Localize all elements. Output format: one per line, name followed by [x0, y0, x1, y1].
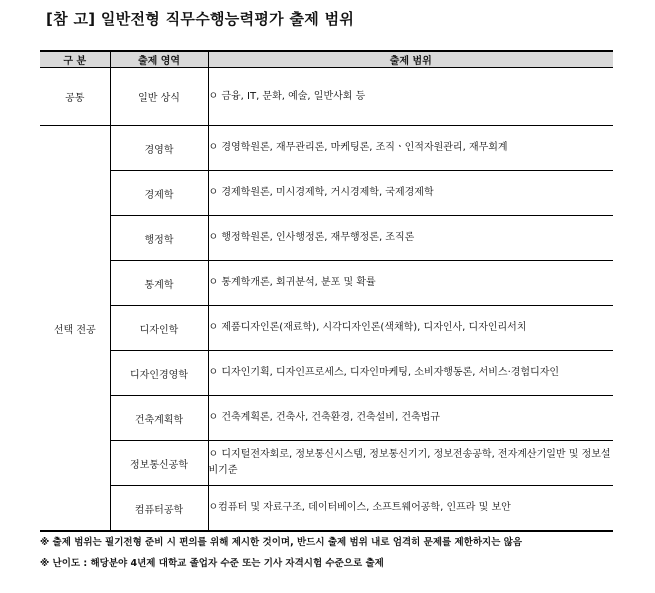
exam-scope-table — [40, 50, 613, 532]
header-category: 구 분 — [40, 51, 110, 68]
scope-cell: ㅇ 행정학원론, 인사행정론, 재무행정론, 조직론 — [208, 216, 613, 261]
table-row — [40, 441, 613, 486]
table-row-common — [40, 68, 613, 126]
scope-cell: ㅇ 디지털전자회로, 정보통신시스템, 정보통신기기, 정보전송공학, 전자계산기일반 및 정보설비기준 — [208, 441, 613, 486]
scope-general-knowledge: ㅇ 금융, IT, 문화, 예술, 일반사회 등 — [208, 68, 613, 126]
footnote-scope: ※ 출제 범위는 필기전형 준비 시 편의를 위해 제시한 것이며, 반드시 출제 범위 내로 엄격히 문제를 제한하지는 않음 — [40, 537, 523, 548]
footnotes — [40, 532, 522, 574]
table-row — [40, 351, 613, 396]
document-title: [참 고] 일반전형 직무수행능력평가 출제 범위 — [46, 10, 355, 28]
table-row — [40, 126, 613, 171]
area-cell: 컴퓨터공학 — [110, 486, 208, 532]
area-general-knowledge: 일반 상식 — [110, 68, 208, 126]
table-header-row — [40, 51, 613, 68]
area-cell: 행정학 — [110, 216, 208, 261]
header-area: 출제 영역 — [110, 51, 208, 68]
scope-cell: ㅇ 경제학원론, 미시경제학, 거시경제학, 국제경제학 — [208, 171, 613, 216]
table-row — [40, 216, 613, 261]
table-row — [40, 486, 613, 532]
category-major: 선택 전공 — [40, 126, 110, 532]
scope-cell: ㅇ 디자인기획, 디자인프로세스, 디자인마케팅, 소비자행동론, 서비스·경험디자인 — [208, 351, 613, 396]
scope-cell: ㅇ 통계학개론, 회귀분석, 분포 및 확률 — [208, 261, 613, 306]
area-cell: 통계학 — [110, 261, 208, 306]
area-cell: 정보통신공학 — [110, 441, 208, 486]
scope-cell: ㅇ컴퓨터 및 자료구조, 데이터베이스, 소프트웨어공학, 인프라 및 보안 — [208, 486, 613, 532]
scope-cell: ㅇ 경영학원론, 재무관리론, 마케팅론, 조직ㆍ인적자원관리, 재무회계 — [208, 126, 613, 171]
area-cell: 경영학 — [110, 126, 208, 171]
table-row — [40, 396, 613, 441]
area-cell: 디자인경영학 — [110, 351, 208, 396]
table-row — [40, 261, 613, 306]
area-cell: 건축계획학 — [110, 396, 208, 441]
scope-cell: ㅇ 건축계획론, 건축사, 건축환경, 건축설비, 건축법규 — [208, 396, 613, 441]
area-cell: 디자인학 — [110, 306, 208, 351]
area-cell: 경제학 — [110, 171, 208, 216]
header-scope: 출제 범위 — [208, 51, 613, 68]
category-common: 공통 — [40, 68, 110, 126]
table-row — [40, 171, 613, 216]
table-row — [40, 306, 613, 351]
scope-cell: ㅇ 제품디자인론(재료학), 시각디자인론(색채학), 디자인사, 디자인리서치 — [208, 306, 613, 351]
footnote-difficulty: ※ 난이도 : 해당분야 4년제 대학교 졸업자 수준 또는 기사 자격시험 수준으로 출제 — [40, 558, 384, 569]
